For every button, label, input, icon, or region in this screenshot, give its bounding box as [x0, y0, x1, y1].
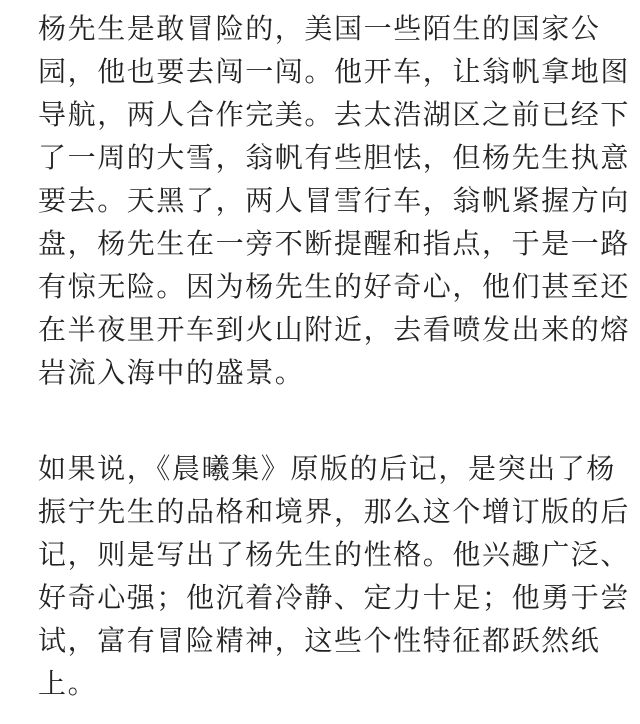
paragraph-2-line-3: 记，则是写出了杨先生的性格。他兴趣广泛、 [38, 538, 631, 571]
paragraph-1-line-5: 要去。天黑了，两人冒雪行车，翁帆紧握方向 [38, 184, 631, 217]
paragraph-1-line-8: 在半夜里开车到火山附近，去看喷发出来的熔 [38, 313, 631, 346]
paragraph-2-line-6: 上。 [38, 667, 98, 700]
paragraph-1-line-1: 杨先生是敢冒险的，美国一些陌生的国家公 [38, 12, 601, 45]
paragraph-1-line-6: 盘，杨先生在一旁不断提醒和指点，于是一路 [38, 227, 631, 260]
paragraph-2-line-2: 振宁先生的品格和境界，那么这个增订版的后 [38, 495, 631, 528]
paragraph-1-line-9: 岩流入海中的盛景。 [38, 356, 305, 389]
paragraph-2-line-5: 试，富有冒险精神，这些个性特征都跃然纸 [38, 624, 601, 657]
paragraph-2-line-4: 好奇心强；他沉着冷静、定力十足；他勇于尝 [38, 581, 631, 614]
paragraph-1-line-7: 有惊无险。因为杨先生的好奇心，他们甚至还 [38, 270, 631, 303]
paragraph-1-line-2: 园，他也要去闯一闯。他开车，让翁帆拿地图 [38, 55, 631, 88]
paragraph-1-line-4: 了一周的大雪，翁帆有些胆怯，但杨先生执意 [38, 141, 631, 174]
paragraph-2-line-1: 如果说，《晨曦集》原版的后记，是突出了杨 [38, 452, 617, 485]
paragraph-1-line-3: 导航，两人合作完美。去太浩湖区之前已经下 [38, 98, 631, 131]
